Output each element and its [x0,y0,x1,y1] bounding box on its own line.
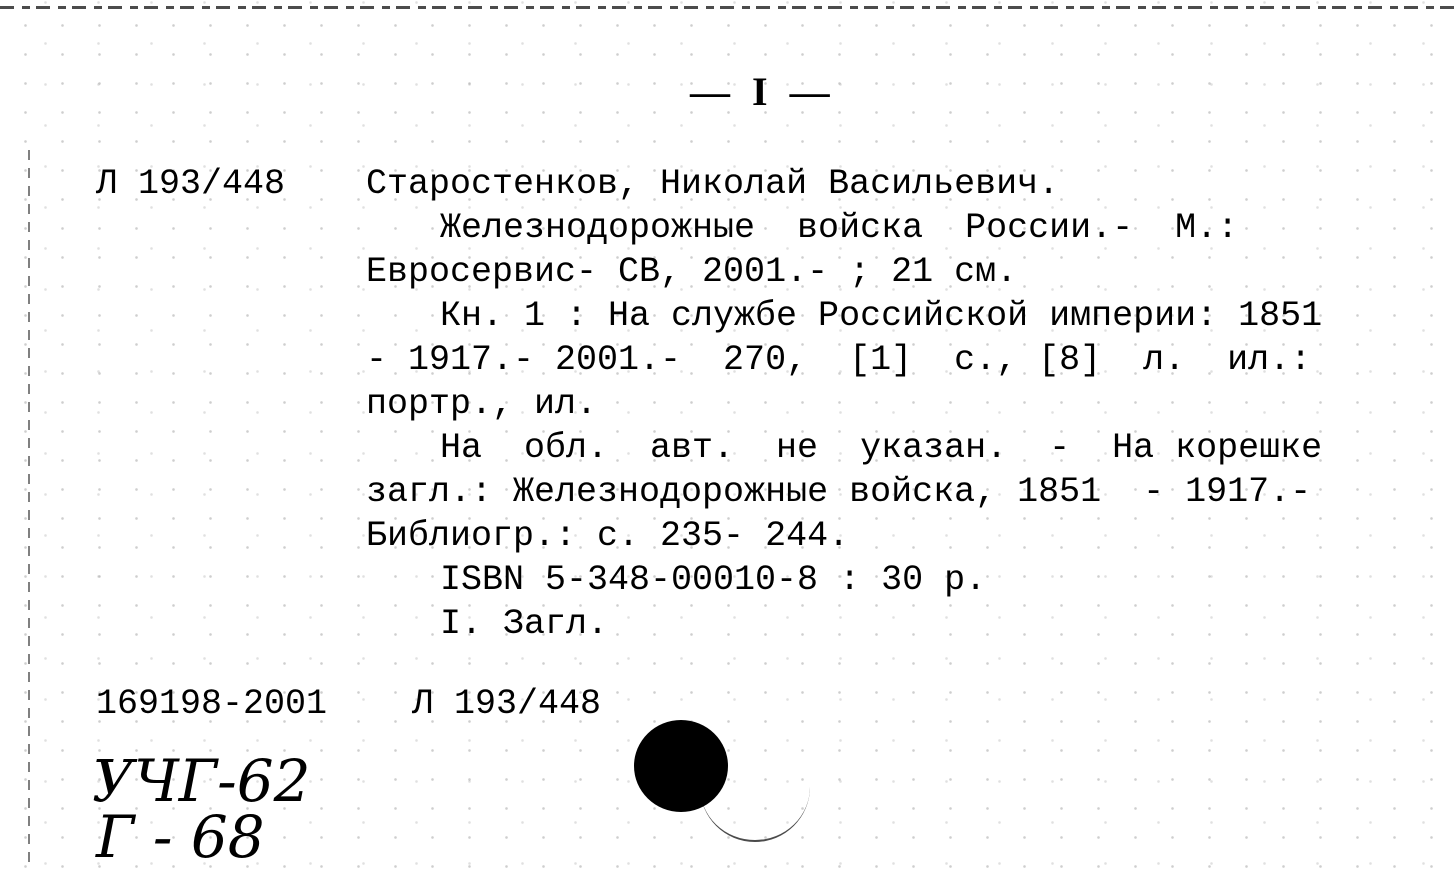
bibliography-line: Библиогр.: с. 235- 244. [366,516,850,556]
note-line-2: загл.: Железнодорожные войска, 1851 - 1917.- [366,472,1312,512]
shelf-mark-top: Л 193/448 [96,164,286,204]
author-line: Старостенков, Николай Васильевич. [366,164,1060,204]
punch-hole-mark [700,780,810,842]
title-entry-line: I. Загл. [440,604,609,644]
shelf-mark-bottom: Л 193/448 [412,684,602,724]
card-top-edge [0,6,1456,9]
volume-line-3: портр., ил. [366,384,598,424]
publisher-line: Евросервис- СВ, 2001.- ; 21 см. [366,252,1018,292]
note-line-1: На обл. авт. не указан. - На корешке [440,428,1323,468]
page-marker: — I — [690,69,836,114]
title-line: Железнодорожные войска России.- М.: [440,208,1239,248]
isbn-line: ISBN 5-348-00010-8 : 30 р. [440,560,987,600]
inventory-number: 169198-2001 [96,684,328,724]
handwritten-code-2: Г - 68 [96,803,265,871]
card-left-edge [28,150,30,870]
handwritten-code-1: УЧГ-62 [92,747,311,815]
volume-line-2: - 1917.- 2001.- 270, [1] с., [8] л. ил.: [366,340,1312,380]
volume-line-1: Кн. 1 : На службе Российской империи: 1851 [440,296,1323,336]
